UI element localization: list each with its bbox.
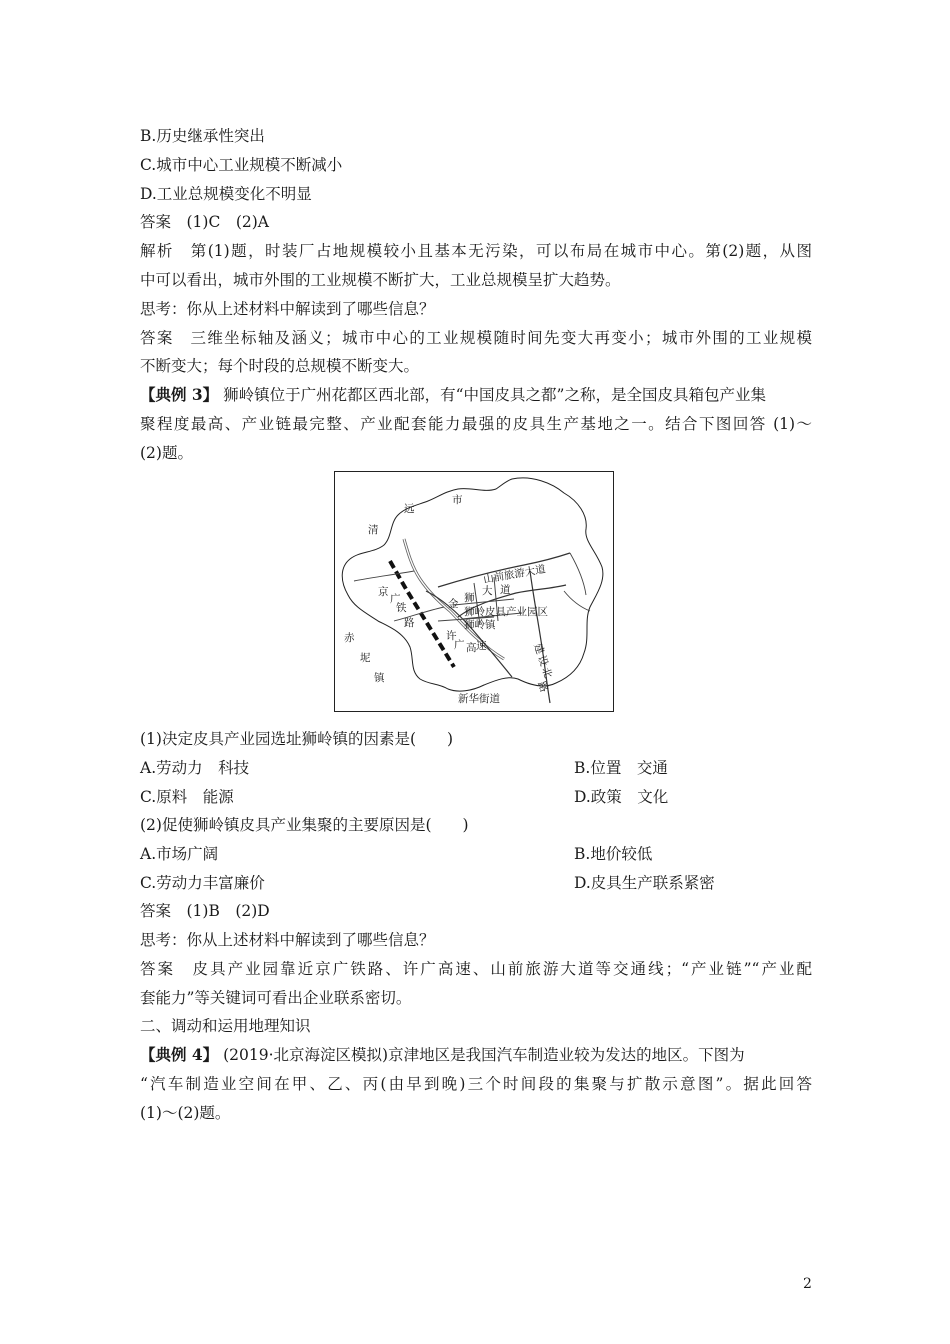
q2-option-a: A.市场广阔 bbox=[140, 845, 219, 863]
map-label-jianshe-3: 北 bbox=[539, 665, 555, 680]
shiling-map-figure bbox=[334, 471, 614, 712]
example4-line-2: “汽车制造业空间在甲、乙、丙(由早到晚)三个时间段的集聚与扩散示意图”。据此回答 bbox=[140, 1075, 812, 1093]
think-line: 思考：你从上述材料中解读到了哪些信息？ bbox=[140, 300, 435, 318]
map-label-town: 狮岭镇 bbox=[464, 619, 496, 631]
question-2-options-row-2 bbox=[140, 873, 812, 893]
map-label-xuguang-3: 高 bbox=[466, 642, 477, 654]
option-d-line: D.工业总规模变化不明显 bbox=[140, 185, 312, 203]
map-label-chini-1: 赤 bbox=[344, 632, 355, 644]
think-2-line: 思考：你从上述材料中解读到了哪些信息？ bbox=[140, 931, 435, 949]
question-2: (2)促使狮岭镇皮具产业集聚的主要原因是( ) bbox=[140, 816, 469, 834]
map-label-jingguang-1: 京 bbox=[378, 586, 389, 598]
map-label-xuguang-4: 速 bbox=[476, 640, 487, 652]
map-label-qingyuan-1: 市 bbox=[452, 494, 463, 506]
q1-option-d: D.政策 文化 bbox=[574, 788, 669, 806]
analysis-line-1: 解析 第(1)题，时装厂占地规模较小且基本无污染，可以布局在城市中心。第(2)题，从图 bbox=[140, 242, 812, 260]
map-label-jinshi-1: 金 bbox=[448, 598, 459, 610]
q2-option-d: D.皮具生产联系紧密 bbox=[574, 874, 715, 892]
example3-label: 【典例 3】 bbox=[140, 385, 219, 404]
example3-line-1 bbox=[140, 385, 812, 405]
option-c-line: C.城市中心工业规模不断减小 bbox=[140, 156, 343, 174]
q2-option-c: C.劳动力丰富廉价 bbox=[140, 874, 265, 892]
question-1-options-row-1 bbox=[140, 758, 812, 778]
example4-label: 【典例 4】 bbox=[140, 1045, 219, 1064]
map-label-jianshe-1: 建 bbox=[531, 641, 547, 656]
map-label-xuguang-2: 广 bbox=[454, 639, 465, 651]
map-label-jinshi-4: 道 bbox=[500, 584, 511, 596]
example3-line-3: (2)题。 bbox=[140, 444, 193, 462]
map-label-jingguang-4: 路 bbox=[404, 617, 415, 629]
answer-2-line: 答案 (1)B (2)D bbox=[140, 902, 270, 920]
think-answer-line-1: 答案 三维坐标轴及涵义；城市中心的工业规模随时间先变大再变小；城市外围的工业规模 bbox=[140, 329, 812, 347]
map-label-jinshi-2: 狮 bbox=[464, 592, 475, 604]
map-label-jingguang-3: 铁 bbox=[396, 602, 407, 614]
map-label-chini-2: 坭 bbox=[360, 652, 371, 664]
map-label-jingguang-2: 广 bbox=[390, 593, 401, 605]
question-2-options-row-1 bbox=[140, 844, 812, 864]
example4-line-1 bbox=[140, 1045, 812, 1065]
page-number: 2 bbox=[803, 1276, 812, 1292]
map-label-jianshe-2: 设 bbox=[535, 653, 551, 668]
q1-option-b: B.位置 交通 bbox=[574, 759, 668, 777]
map-label-xuguang-1: 许 bbox=[446, 630, 457, 642]
map-label-xinhua: 新华街道 bbox=[458, 693, 500, 705]
option-b-line: B.历史继承性突出 bbox=[140, 127, 265, 145]
q1-option-a: A.劳动力 科技 bbox=[140, 759, 250, 777]
map-label-shanqian: 山前旅游大道 bbox=[482, 563, 547, 586]
question-1: (1)决定皮具产业园选址狮岭镇的因素是( ) bbox=[140, 730, 454, 748]
example3-line-2: 聚程度最高、产业链最完整、产业配套能力最强的皮具生产基地之一。结合下图回答 (1)～ bbox=[140, 415, 812, 433]
example3-text: 狮岭镇位于广州花都区西北部，有“中国皮具之都”之称，是全国皮具箱包产业集 bbox=[223, 386, 766, 404]
q2-option-b: B.地价较低 bbox=[574, 845, 653, 863]
question-1-options-row-2 bbox=[140, 787, 812, 807]
map-label-jianshe-4: 路 bbox=[535, 679, 551, 694]
answer-line: 答案 (1)C (2)A bbox=[140, 213, 269, 231]
analysis-line-2: 中可以看出，城市外围的工业规模不断扩大，工业总规模呈扩大趋势。 bbox=[140, 271, 621, 289]
q1-option-c: C.原料 能源 bbox=[140, 788, 234, 806]
section-2-heading: 二、调动和运用地理知识 bbox=[140, 1017, 311, 1035]
map-label-park: 狮岭皮具产业园区 bbox=[464, 606, 548, 618]
map-label-chini-3: 镇 bbox=[374, 672, 385, 684]
example4-line-3: (1)～(2)题。 bbox=[140, 1104, 231, 1122]
example4-text: (2019·北京海淀区模拟)京津地区是我国汽车制造业较为发达的地区。下图为 bbox=[223, 1046, 745, 1064]
map-label-jinshi-3: 大 bbox=[482, 585, 493, 597]
think-2-answer-line-1: 答案 皮具产业园靠近京广铁路、许广高速、山前旅游大道等交通线；“产业链”“产业配 bbox=[140, 960, 812, 978]
think-answer-line-2: 不断变大；每个时段的总规模不断变大。 bbox=[140, 357, 420, 375]
map-label-qingyuan-3: 清 bbox=[368, 524, 379, 536]
think-2-answer-line-2: 套能力”等关键词可看出企业联系密切。 bbox=[140, 989, 412, 1007]
map-label-qingyuan-2: 远 bbox=[404, 503, 415, 515]
